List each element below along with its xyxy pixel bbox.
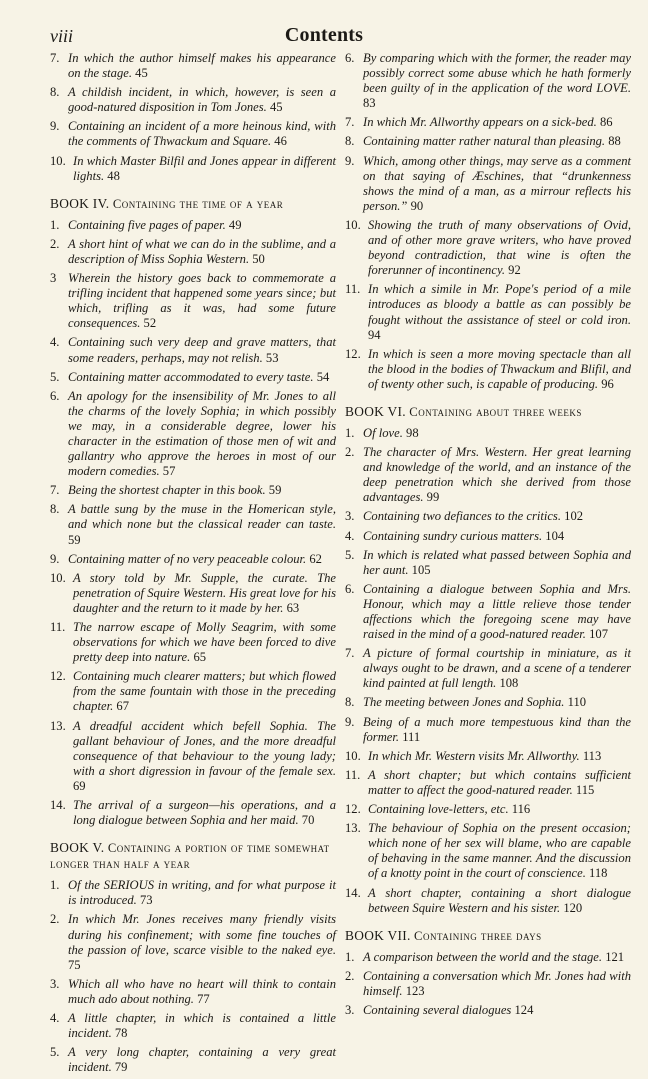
chapter-title-text: In which is seen a more moving spectacle than all the blood in the bodies of Thwackum and Blifil, and of twenty other such, is capable of producing. <box>368 346 631 391</box>
chapter-number: 12. <box>345 346 361 361</box>
running-title: Contents <box>284 24 364 46</box>
chapter-title-text: In which Mr. Jones receives many friendly visits during his confinement; with some fine touches of the passion of love, scarce visible to the naked eye. <box>68 912 336 957</box>
chapter-title <box>68 483 336 498</box>
toc-entry <box>50 51 336 81</box>
chapter-number: 2. <box>50 236 60 251</box>
page-reference: 98 <box>406 425 419 440</box>
page-reference: 79 <box>114 1060 128 1075</box>
chapter-title <box>363 529 631 544</box>
chapter-title-text: A battle sung by the muse in the Homerican style, and which none but the classical reader can taste. <box>68 502 336 532</box>
book-label: BOOK IV. <box>50 195 110 211</box>
chapter-number: 11. <box>345 282 361 297</box>
chapter-title <box>363 115 631 130</box>
toc-entry <box>50 912 336 972</box>
chapter-number: 8. <box>345 134 355 149</box>
book-label: BOOK VI. <box>345 403 406 419</box>
chapter-title-text: In which the author himself makes his appearance on the stage. <box>68 51 336 81</box>
page-reference: 99 <box>426 490 440 505</box>
chapter-title <box>368 218 631 278</box>
chapter-title-text: The arrival of a surgeon—his operations, and a long dialogue between Sophia and her maid. <box>73 798 336 828</box>
chapter-title-text: Being the shortest chapter in this book. <box>68 483 266 498</box>
page-reference: 53 <box>265 350 279 365</box>
chapter-title-text: A story told by Mr. Supple, the curate. The penetration of Squire Western. His great love for his daughter and the return to it made by her. <box>73 570 336 615</box>
chapter-number: 12. <box>50 669 66 684</box>
chapter-title-text: Containing matter accommodated to every taste. <box>68 369 314 384</box>
chapter-title <box>368 749 631 764</box>
page-reference: 59 <box>268 483 282 498</box>
page-reference: 110 <box>567 695 587 710</box>
chapter-title <box>68 271 336 331</box>
chapter-number: 6. <box>50 388 60 403</box>
page-reference: 70 <box>301 813 315 828</box>
chapter-title-text: Of the SERIOUS in writing, and for what purpose it is introduced. <box>68 878 336 908</box>
chapter-number: 13. <box>345 821 361 836</box>
chapter-title-text: A comparison between the world and the stage. <box>363 949 603 964</box>
chapter-number: 1. <box>50 878 60 893</box>
book-label: BOOK V. <box>50 840 105 856</box>
toc-entry <box>345 695 631 710</box>
chapter-number: 12. <box>345 802 361 817</box>
page-reference: 77 <box>197 991 210 1006</box>
page-reference: 45 <box>135 66 148 81</box>
chapter-title-text: Containing five pages of paper. <box>68 217 226 232</box>
chapter-title-text: Containing an incident of a more heinous kind, with the comments of Thwackum and Square. <box>68 119 336 149</box>
toc-entry <box>50 218 336 233</box>
page-reference: 115 <box>575 782 595 797</box>
chapter-number: 10. <box>345 748 361 763</box>
contents-left-column <box>50 51 336 1079</box>
book-heading <box>345 404 631 420</box>
toc-entry <box>345 802 631 817</box>
book-heading <box>50 840 336 872</box>
chapter-number: 8. <box>50 85 60 100</box>
book-heading <box>50 196 336 212</box>
toc-entry <box>345 115 631 130</box>
chapter-title-text: In which a simile in Mr. Pope's period of a mile introduces as bloody a battle as can possibly be fought without the assistance of steel or cold iron. <box>368 282 631 327</box>
chapter-title <box>73 154 336 184</box>
chapter-title <box>73 620 336 665</box>
toc-entry <box>345 426 631 441</box>
toc-entry <box>345 134 631 149</box>
chapter-title <box>363 134 631 149</box>
toc-entry <box>345 582 631 642</box>
toc-entry <box>345 445 631 505</box>
toc-entry <box>345 969 631 999</box>
toc-entry <box>345 1003 631 1018</box>
chapter-title <box>363 695 631 710</box>
chapter-title-text: A short hint of what we can do in the sublime, and a description of Miss Sophia Western. <box>68 236 336 266</box>
chapter-title-text: Containing such very deep and grave matters, that some readers, perhaps, may not relish. <box>68 335 336 365</box>
page-reference: 108 <box>499 676 519 691</box>
chapter-title <box>363 426 631 441</box>
page-reference: 75 <box>68 957 81 972</box>
toc-entry <box>50 119 336 149</box>
page-reference: 102 <box>564 509 584 524</box>
chapter-number: 7. <box>345 115 355 130</box>
toc-entry <box>50 335 336 365</box>
chapter-title <box>363 51 631 111</box>
page-reference: 120 <box>563 900 583 915</box>
chapter-title <box>363 445 631 505</box>
toc-entry <box>345 509 631 524</box>
chapter-title <box>368 347 631 392</box>
page-reference: 92 <box>508 263 521 278</box>
chapter-number: 6. <box>345 581 355 596</box>
chapter-number: 4. <box>345 528 355 543</box>
toc-entry <box>50 798 336 828</box>
page-reference: 124 <box>514 1002 534 1017</box>
chapter-number: 14. <box>50 798 66 813</box>
toc-entry <box>50 483 336 498</box>
chapter-title-text: A very long chapter, containing a very great incident. <box>68 1045 336 1075</box>
chapter-title <box>68 977 336 1007</box>
toc-entry <box>50 669 336 714</box>
chapter-title-text: Containing sundry curious matters. <box>363 528 543 543</box>
chapter-number: 11. <box>50 620 66 634</box>
chapter-number: 9. <box>345 153 355 168</box>
chapter-title-text: In which is related what passed between Sophia and her aunt. <box>363 547 631 577</box>
chapter-title <box>363 1003 631 1018</box>
page-header <box>50 22 598 50</box>
chapter-title <box>68 1011 336 1041</box>
chapter-number: 4. <box>50 1010 60 1025</box>
page-reference: 50 <box>252 251 265 266</box>
chapter-title <box>68 119 336 149</box>
chapter-number: 7. <box>345 646 355 661</box>
chapter-number: 10. <box>345 217 361 232</box>
toc-entry <box>345 282 631 342</box>
chapter-title <box>68 502 336 547</box>
chapter-title-text: Containing a dialogue between Sophia and Mrs. Honour, which may a little relieve those tender affections which the foregoing scene may have raised in the mind of a good-natured reader. <box>363 581 631 642</box>
book-label: BOOK VII. <box>345 927 411 943</box>
page-reference: 111 <box>402 729 421 744</box>
book-description: Containing about three weeks <box>409 404 582 419</box>
chapter-title-text: Showing the truth of many observations of Ovid, and of other more grave writers, who have proved beyond contradiction, that wine is often the forerunner of incontinency. <box>368 217 631 278</box>
toc-entry <box>50 620 336 665</box>
page-reference: 59 <box>68 532 81 547</box>
page-reference: 88 <box>608 134 621 149</box>
page-reference: 96 <box>601 376 614 391</box>
toc-entry <box>345 529 631 544</box>
page-reference: 90 <box>410 198 424 213</box>
book-heading <box>345 928 631 944</box>
chapter-title <box>368 886 631 916</box>
chapter-number: 7. <box>50 483 60 498</box>
chapter-title <box>368 768 631 798</box>
page-reference: 78 <box>114 1026 128 1041</box>
chapter-title <box>73 669 336 714</box>
chapter-title-text: By comparing which with the former, the reader may possibly correct some abuse which he hath formerly been guilty of in the application of the word LOVE. <box>363 51 631 96</box>
chapter-number: 9. <box>50 551 60 566</box>
chapter-number: 2. <box>50 912 60 927</box>
chapter-title <box>363 646 631 691</box>
chapter-title-text: Wherein the history goes back to commemorate a trifling incident that happened some years since; but which, trifling as it was, had some future consequences. <box>68 271 336 331</box>
chapter-title-text: In which Mr. Western visits Mr. Allworthy. <box>368 748 580 763</box>
page-reference: 94 <box>368 327 381 342</box>
toc-entry <box>50 878 336 908</box>
chapter-title <box>68 51 336 81</box>
chapter-title-text: Of love. <box>363 425 403 440</box>
toc-entry <box>345 821 631 881</box>
chapter-title <box>363 509 631 524</box>
book-description: Containing the time of a year <box>112 196 284 211</box>
page-reference: 65 <box>193 650 207 665</box>
chapter-number: 6. <box>345 51 355 65</box>
chapter-title <box>363 548 631 578</box>
page-reference: 123 <box>405 983 425 998</box>
chapter-title-text: Containing much clearer matters; but which flowed from the same fountain with those in the preceding chapter. <box>73 669 336 714</box>
chapter-title-text: Containing several dialogues <box>363 1002 512 1017</box>
chapter-title <box>363 715 631 745</box>
page-reference: 107 <box>589 627 608 642</box>
toc-entry <box>345 548 631 578</box>
toc-entry <box>345 218 631 278</box>
chapter-title-text: In which Master Bilfil and Jones appear in different lights. <box>73 153 336 183</box>
chapter-number: 8. <box>50 502 60 517</box>
chapter-title-text: Which all who have no heart will think to contain much ado about nothing. <box>68 976 336 1006</box>
chapter-number: 10. <box>50 570 66 585</box>
toc-entry <box>50 1011 336 1041</box>
page-reference: 83 <box>363 96 376 111</box>
chapter-title-text: A short chapter, containing a short dialogue between Squire Western and his sister. <box>368 885 631 915</box>
chapter-number: 10. <box>50 153 66 168</box>
page-reference: 104 <box>545 528 565 543</box>
toc-entry <box>50 271 336 331</box>
page-reference: 49 <box>228 217 242 232</box>
chapter-title-text: Containing two defiances to the critics. <box>363 509 561 524</box>
chapter-number: 1. <box>345 949 355 964</box>
toc-entry <box>345 51 631 111</box>
chapter-title <box>73 719 336 794</box>
chapter-title-text: The meeting between Jones and Sophia. <box>363 695 565 710</box>
toc-entry <box>345 715 631 745</box>
chapter-number: 1. <box>50 217 60 232</box>
chapter-number: 9. <box>50 119 60 134</box>
chapter-number: 2. <box>345 968 355 983</box>
contents-right-column <box>345 51 631 1022</box>
chapter-title <box>68 85 336 115</box>
page-reference: 63 <box>286 600 300 615</box>
chapter-title-text: The narrow escape of Molly Seagrim, with some observations for which we have been forced to dive pretty deep into nature. <box>73 620 336 665</box>
chapter-number: 2. <box>345 445 355 460</box>
page-reference: 118 <box>589 866 608 881</box>
chapter-number: 14. <box>345 885 361 900</box>
toc-entry <box>50 370 336 385</box>
chapter-title <box>363 969 631 999</box>
chapter-number: 13. <box>50 718 66 733</box>
toc-entry <box>345 886 631 916</box>
chapter-title-text: Containing matter of no very peaceable colour. <box>68 551 307 566</box>
chapter-title-text: Containing love-letters, etc. <box>368 802 509 817</box>
chapter-title <box>363 950 631 965</box>
chapter-title-text: Containing matter rather natural than pleasing. <box>363 134 606 149</box>
book-description: Containing a portion of time somewhat longer than half a year <box>50 841 330 872</box>
chapter-title <box>368 802 631 817</box>
chapter-number: 5. <box>50 369 60 384</box>
toc-entry <box>345 950 631 965</box>
page-reference: 73 <box>139 893 153 908</box>
chapter-number: 8. <box>345 695 355 710</box>
chapter-title-text: The character of Mrs. Western. Her great learning and knowledge of the world, and an instance of the deep penetration which she derived from those advantages. <box>363 445 631 505</box>
page-reference: 46 <box>274 134 287 149</box>
chapter-title-text: The behaviour of Sophia on the present occasion; which none of her sex will blame, who are capable of behaving in the same manner. And the discussion of a knotty point in the court of conscience. <box>368 821 631 881</box>
toc-entry <box>50 154 336 184</box>
chapter-title <box>68 552 336 567</box>
chapter-number: 11. <box>345 767 361 782</box>
toc-entry <box>50 552 336 567</box>
toc-entry <box>50 502 336 547</box>
page-number: viii <box>50 26 73 46</box>
page-reference: 69 <box>73 778 86 793</box>
chapter-title <box>73 571 336 616</box>
page-reference: 54 <box>316 369 330 384</box>
chapter-title-text: A short chapter; but which contains sufficient matter to affect the good-natured reader. <box>368 767 631 797</box>
page-reference: 113 <box>582 748 602 763</box>
toc-entry <box>50 237 336 267</box>
toc-entry <box>50 719 336 794</box>
chapter-title-text: In which Mr. Allworthy appears on a sick-bed. <box>363 115 597 130</box>
chapter-title <box>368 821 631 881</box>
chapter-title <box>68 218 336 233</box>
chapter-number: 3. <box>345 1002 355 1017</box>
chapter-title <box>68 1045 336 1075</box>
toc-entry <box>50 85 336 115</box>
chapter-number: 7. <box>50 51 60 65</box>
page-reference: 57 <box>162 464 176 479</box>
toc-entry <box>345 646 631 691</box>
chapter-title-text: An apology for the insensibility of Mr. Jones to all the charms of the lovely Sophia; in which possibly we may, in a considerable degree, lower his character in the estimation of those men of wit and gallantry who approve the heroes in most of our modern comedies. <box>68 388 336 479</box>
chapter-title <box>363 154 631 214</box>
chapter-number: 4. <box>50 335 60 350</box>
chapter-title-text: A dreadful accident which befell Sophia. The gallant behaviour of Jones, and the more dreadful consequence of that behaviour to the young lady; with a short digression in favour of the female sex. <box>73 718 336 778</box>
chapter-title <box>68 389 336 480</box>
toc-entry <box>345 768 631 798</box>
chapter-number: 5. <box>345 547 355 562</box>
page-reference: 116 <box>511 802 531 817</box>
chapter-title-text: A picture of formal courtship in miniature, as it always ought to be drawn, and a scene of a tenderer kind painted at full length. <box>363 646 631 691</box>
chapter-title <box>368 282 631 342</box>
toc-entry <box>345 154 631 214</box>
page-reference: 48 <box>107 168 120 183</box>
page-reference: 45 <box>269 100 283 115</box>
toc-entry <box>50 977 336 1007</box>
toc-entry <box>345 347 631 392</box>
chapter-title <box>68 878 336 908</box>
chapter-number: 1. <box>345 425 355 440</box>
chapter-title <box>363 582 631 642</box>
page-reference: 67 <box>116 699 129 714</box>
chapter-number: 9. <box>345 714 355 729</box>
chapter-title <box>68 237 336 267</box>
chapter-number: 3. <box>345 509 355 524</box>
chapter-title <box>73 798 336 828</box>
chapter-number: 5. <box>50 1045 60 1060</box>
book-description: Containing three days <box>414 928 542 943</box>
chapter-title-text: Containing a conversation which Mr. Jones had with himself. <box>363 968 631 998</box>
toc-entry <box>50 389 336 480</box>
page-reference: 52 <box>143 316 157 331</box>
chapter-title-text: A little chapter, in which is contained a little incident. <box>68 1010 336 1041</box>
chapter-title <box>68 912 336 972</box>
chapter-title-text: A childish incident, in which, however, is seen a good-natured disposition in Tom Jones. <box>68 85 336 115</box>
chapter-title-text: Which, among other things, may serve as a comment on that saying of Æschines, that “drunkenness shows the mind of a man, as a mirrour reflects his person.” <box>363 153 631 213</box>
chapter-title-text: Being of a much more tempestuous kind than the former. <box>363 714 631 744</box>
toc-entry <box>345 749 631 764</box>
page-reference: 62 <box>309 551 322 566</box>
toc-entry <box>50 1045 336 1075</box>
chapter-title <box>68 335 336 365</box>
toc-entry <box>50 571 336 616</box>
chapter-number: 3. <box>50 976 60 991</box>
page-reference: 86 <box>599 115 613 130</box>
chapter-title <box>68 370 336 385</box>
page-reference: 121 <box>605 949 625 964</box>
chapter-number: 3 <box>50 271 57 286</box>
page-reference: 105 <box>411 562 431 577</box>
